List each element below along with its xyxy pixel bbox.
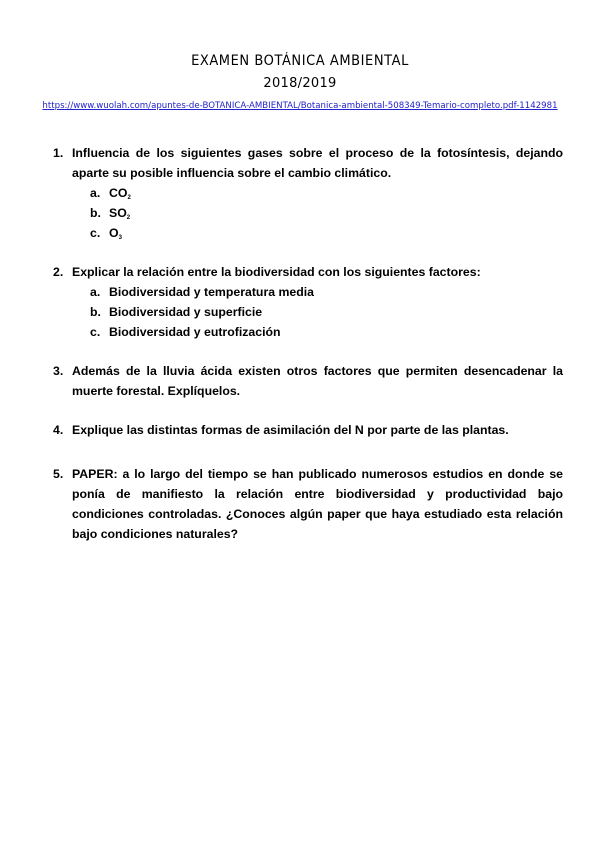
- source-link[interactable]: https://www.wuolah.com/apuntes-de-BOTANICA-AMBIENTAL/Botanica-ambiental-508349-Temario-completo.pdf-1142981: [42, 101, 558, 111]
- subitem-text: Biodiversidad y temperatura media: [109, 285, 315, 299]
- question-4: [53, 420, 563, 440]
- question-number: 2.: [53, 265, 64, 279]
- question-number: 5.: [53, 467, 64, 481]
- subitem-letter: a.: [90, 186, 101, 200]
- question-5: [53, 464, 563, 544]
- subitem-so2: [90, 203, 563, 223]
- subitem-list: [72, 183, 563, 243]
- subitem-letter: b.: [90, 305, 101, 319]
- question-text: Explicar la relación entre la biodiversidad con los siguientes factores:: [72, 265, 481, 279]
- question-number: 4.: [53, 423, 64, 437]
- subitem-letter: c.: [90, 325, 101, 339]
- question-3: [53, 361, 563, 401]
- question-text: PAPER: a lo largo del tiempo se han publicado numerosos estudios en donde se ponía de manifiesto la relación entre biodiversidad y productividad bajo condiciones controladas. ¿Conoces algún paper que haya estudiado esta relación bajo condiciones naturales?: [72, 467, 563, 541]
- formula-base: O: [109, 226, 119, 240]
- subitem-list: [72, 282, 563, 342]
- question-2: [53, 262, 563, 342]
- question-1: [53, 143, 563, 243]
- subitem-letter: a.: [90, 285, 101, 299]
- question-number: 3.: [53, 364, 64, 378]
- subitem-temperature: [90, 282, 563, 302]
- question-text: Además de la lluvia ácida existen otros factores que permiten desencadenar la muerte forestal. Explíquelos.: [72, 364, 563, 398]
- subitem-text: Biodiversidad y superficie: [109, 305, 263, 319]
- question-text: Explique las distintas formas de asimilación del N por parte de las plantas.: [72, 423, 509, 437]
- question-list: [53, 143, 563, 544]
- subitem-co2: [90, 183, 563, 203]
- question-number: 1.: [53, 146, 64, 160]
- exam-year: 2018/2019: [263, 76, 337, 91]
- formula-subscript: 2: [126, 215, 131, 221]
- subitem-eutrophication: [90, 322, 563, 342]
- subitem-surface: [90, 302, 563, 322]
- question-text: Influencia de los siguientes gases sobre el proceso de la fotosíntesis, dejando aparte su posible influencia sobre el cambio climático.: [72, 146, 563, 180]
- formula-subscript: 2: [127, 195, 131, 201]
- subitem-letter: b.: [90, 206, 101, 220]
- subitem-letter: c.: [90, 226, 101, 240]
- subitem-text: Biodiversidad y eutrofización: [109, 325, 281, 339]
- formula-subscript: 3: [118, 235, 122, 241]
- subitem-o3: [90, 223, 563, 243]
- exam-title: EXAMEN BOTÁNICA AMBIENTAL: [191, 53, 409, 69]
- formula-base: CO: [109, 186, 128, 200]
- formula-base: SO: [109, 206, 127, 220]
